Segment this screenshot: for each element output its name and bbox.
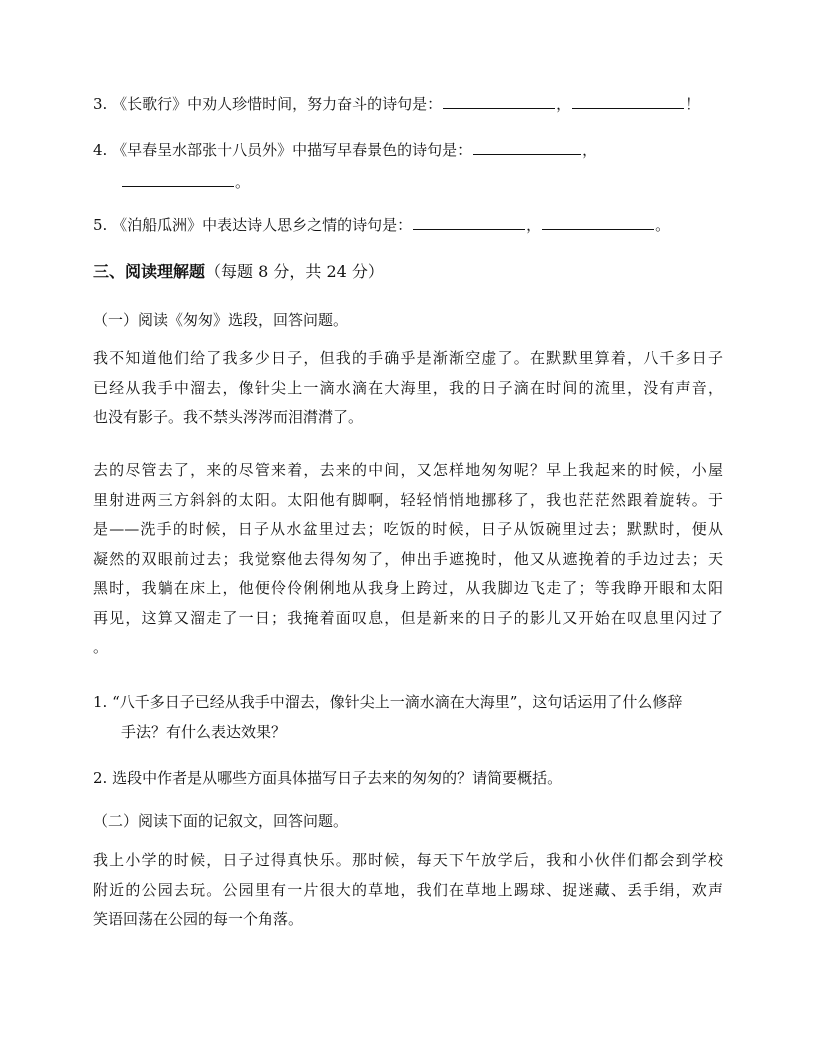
passage-line: 我上小学的时候，日子过得真快乐。那时候，每天下午放学后，我和小伙伴们都会到学校: [93, 851, 723, 869]
question-4-text: 4. 《早春呈水部张十八员外》中描写早春景色的诗句是：: [93, 141, 473, 159]
part-1-heading: （一）阅读《匆匆》选段，回答问题。: [93, 311, 349, 329]
answer-blank[interactable]: [542, 215, 654, 230]
passage-line: 已经从我手中溜去，像针尖上一滴水滴在大海里，我的日子滴在时间的流里，没有声音，: [93, 378, 723, 397]
part-2-heading: （二）阅读下面的记叙文，回答问题。: [93, 812, 349, 830]
passage-line: 也没有影子。我不禁头涔涔而泪潸潸了。: [93, 408, 364, 426]
answer-blank[interactable]: [473, 140, 581, 155]
passage-line: 附近的公园去玩。公园里有一片很大的草地，我们在草地上踢球、捉迷藏、丢手绢，欢声: [93, 880, 723, 899]
question-3: [93, 94, 723, 114]
passage-paragraph: [93, 456, 723, 663]
passage-line: 。: [93, 638, 109, 656]
punctuation: 。: [235, 173, 251, 191]
passage-line: 去的尽管去了，来的尽管来着，去来的中间，又怎样地匆匆呢？早上我起来的时候，小屋: [93, 461, 723, 479]
punctuation: ，: [526, 216, 542, 234]
question-5: [93, 215, 723, 235]
answer-blank[interactable]: [122, 172, 234, 187]
question-4-cont: [121, 172, 751, 192]
passage-line: 再见，这算又溜走了一日；我掩着面叹息，但是新来的日子的影儿又开始在叹息里闪过了: [93, 608, 723, 627]
question-4: [93, 140, 723, 160]
reading-question-1: 1. “八千多日子已经从我手中溜去，像针尖上一滴水滴在大海里”，这句话运用了什么修辞: [93, 693, 683, 711]
reading-question-1-cont: 手法？有什么表达效果？: [121, 723, 287, 741]
question-3-text: 3. 《长歌行》中劝人珍惜时间，努力奋斗的诗句是：: [93, 95, 443, 113]
section-title: 三、阅读理解题: [93, 262, 206, 281]
punctuation: 。: [655, 216, 671, 234]
passage-line: 笑语回荡在公园的每一个角落。: [93, 910, 304, 928]
section-heading: [93, 262, 723, 282]
punctuation: ，: [582, 141, 598, 159]
passage-paragraph: [93, 846, 723, 935]
answer-blank[interactable]: [443, 94, 555, 109]
section-score: （每题 8 分，共 24 分）: [205, 262, 384, 281]
punctuation: ，: [556, 95, 572, 113]
question-5-text: 5. 《泊船瓜洲》中表达诗人思乡之情的诗句是：: [93, 216, 413, 234]
answer-blank[interactable]: [413, 215, 525, 230]
reading-question-2: 2. 选段中作者是从哪些方面具体描写日子去来的匆匆的？请简要概括。: [93, 769, 563, 787]
answer-blank[interactable]: [572, 94, 684, 109]
passage-line: 里射进两三方斜斜的太阳。太阳他有脚啊，轻轻悄悄地挪移了，我也茫茫然跟着旋转。于: [93, 490, 723, 509]
passage-paragraph: [93, 344, 723, 433]
passage-line: 黑时，我躺在床上，他便伶伶俐俐地从我身上跨过，从我脚边飞走了；等我睁开眼和太阳: [93, 579, 723, 597]
passage-line: 凝然的双眼前过去；我觉察他去得匆匆了，伸出手遮挽时，他又从遮挽着的手边过去；天: [93, 549, 723, 568]
punctuation: ！: [685, 95, 701, 113]
passage-line: 我不知道他们给了我多少日子，但我的手确乎是渐渐空虚了。在默默里算着，八千多日子: [93, 349, 723, 367]
passage-line: 是——洗手的时候，日子从水盆里过去；吃饭的时候，日子从饭碗里过去；默默时，便从: [93, 520, 723, 538]
